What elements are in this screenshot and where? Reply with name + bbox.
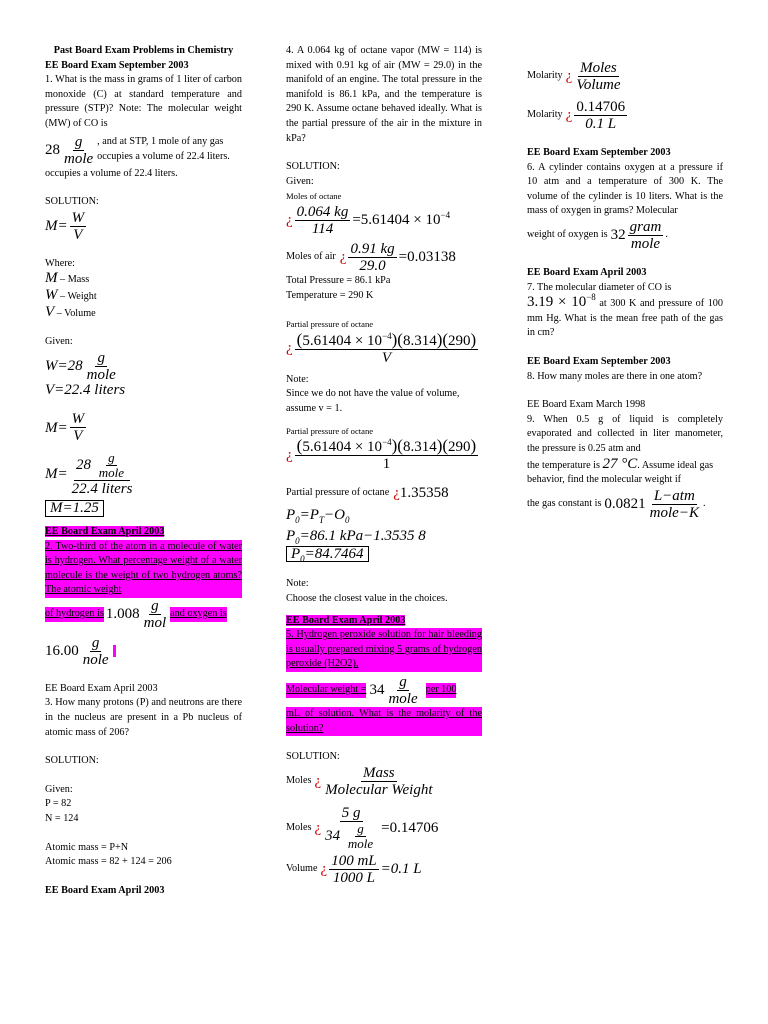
section-heading: EE Board Exam April 2003 xyxy=(45,884,165,896)
problem-9-constant: the gas constant is 0.0821 $\frac{\text{L−atm}}{\text{mole−K}}$ . xyxy=(527,487,706,521)
result-box: $P_0=84.7464$ xyxy=(286,546,369,563)
section-heading: EE Board Exam April 2003 xyxy=(45,525,165,537)
solution-label: SOLUTION: xyxy=(286,161,340,173)
molarity-calc: Molarity ¿ $\frac{0.14706}{0.1 L}$ xyxy=(527,99,626,132)
note-text: Since we do not have the value of volume, assume v = 1. xyxy=(286,388,460,414)
moles-calc: Moles ¿ 5 g 34 $\frac{g}{\text{mole}}$ =0.14706 xyxy=(286,804,439,851)
section-heading-plain: EE Board Exam March 1998 xyxy=(527,399,646,411)
given-volume: V=22.4 liters xyxy=(45,381,126,398)
equation-2: $P_0=86.1$ kPa−1.3535 8 xyxy=(286,528,426,547)
column-1 xyxy=(45,44,242,898)
problem-4-text: 4. A 0.064 kg of octane vapor (MW = 114) is mixed with 0.91 kg of air (MW = 29.0) in the manifold of an engine. The total pressure in the manifold is 86.1 kPa, and the temperature is 290 K. Assume octane behaved ideally. What is the partial pressure of the air in the mixture in kPa? xyxy=(286,45,482,144)
result-box: M=1.25 xyxy=(45,500,104,517)
section-heading: EE Board Exam September 2003 xyxy=(527,147,671,158)
problem-1-text-tail: occupies a volume of 22.4 liters. xyxy=(45,167,178,179)
given-neutrons: N = 124 xyxy=(45,813,79,825)
problem-2-text: 2. Two-third of the atom in a molecule of water is hydrogen. What percentage weight of a water molecule is the weight of two hydrogen atoms? The atomic weight xyxy=(45,540,242,598)
where-label: Where: xyxy=(45,257,75,269)
formula-m-w-v-2: M= $\frac{W}{V}$ xyxy=(45,411,85,445)
problem-9-temp: the temperature is 27 °C. Assume ideal gas behavior, find the molecular weight if xyxy=(527,455,714,486)
section-heading-plain: EE Board Exam April 2003 xyxy=(45,682,158,694)
where-weight: W – Weight xyxy=(45,286,97,303)
moles-formula: Moles ¿ $\frac{\text{Mass}}{\text{Molecular Weight}}$ xyxy=(286,764,433,798)
problem-2-oxygen: 16.00 $\frac{g}{\text{nole}}$ xyxy=(45,635,242,668)
problem-5-mw: Molecular weight = 34 $\frac{g}{\text{mole}}$ per 100 xyxy=(286,674,457,708)
section-heading: EE Board Exam September 2003 xyxy=(45,59,189,71)
given-weight: W=28 $\frac{g}{\text{mole}}$ xyxy=(45,349,116,383)
problem-8-text: 8. How many moles are there in one atom? xyxy=(527,370,703,382)
atomic-mass-result: Atomic mass = 82 + 124 = 206 xyxy=(45,856,172,868)
given-label: Given: xyxy=(45,336,73,348)
equation-1: $P_0=P_T-O_0$ xyxy=(286,506,350,525)
solution-label: SOLUTION: xyxy=(286,751,340,763)
note-text: Choose the closest value in the choices. xyxy=(286,593,448,605)
molarity-formula: Molarity ¿ $\frac{\text{Moles}}{\text{Volume}}$ xyxy=(527,60,621,93)
formula-m-w-v: M= $\frac{W}{V}$ xyxy=(45,209,85,243)
column-2 xyxy=(286,44,482,886)
note-label: Note: xyxy=(286,578,309,590)
partial-pressure-label: Partial pressure of octane xyxy=(286,425,374,436)
partial-pressure-result: Partial pressure of octane ¿ 1.35358 xyxy=(286,485,449,502)
volume-calc: Volume ¿ $\frac{100 mL}{1000 L}$ =0.1 L xyxy=(286,852,422,886)
fraction: $\frac{g}{\text{mole}}$ xyxy=(64,133,94,167)
problem-6-text: 6. A cylinder contains oxygen at a pressure if 10 atm and a temperature of 300 K. The volume of the cylinder is 10 liters. What is the mass of oxygen in grams? Molecular xyxy=(527,161,723,217)
moles-octane-label: Moles of octane xyxy=(286,191,342,202)
document-title: Past Board Exam Problems in Chemistry xyxy=(53,45,234,56)
problem-7-text: 7. The molecular diameter of CO is xyxy=(527,281,672,293)
moles-octane-eq: ¿ $\frac{0.064 kg}{114}$ $=5.61404 \times 10^{-4}$ xyxy=(286,203,451,237)
partial-pressure-eq-2: ¿ $\frac{(5.61404 \times 10^{-4})(8.314)(290)}{1}$ xyxy=(286,436,477,473)
note-label: Note: xyxy=(286,373,309,385)
section-heading: EE Board Exam September 2003 xyxy=(527,355,671,367)
where-mass: M – Mass xyxy=(45,270,90,287)
given-label: Given: xyxy=(45,783,73,795)
total-pressure: Total Pressure = 86.1 kPa xyxy=(286,274,391,286)
temperature: Temperature = 290 K xyxy=(286,289,374,301)
problem-1-text: 1. What is the mass in grams of 1 liter of carbon monoxide (C) at standard temperature and pressure (STP)? Note: The molecular weight (MW) of CO is xyxy=(45,74,242,129)
moles-air-eq: Moles of air ¿ $\frac{0.91 kg}{29.0}$ =0.03138 xyxy=(286,240,456,274)
problem-6-mw: weight of oxygen is 32 $\frac{\text{gram}}{\text{mole}}$ . xyxy=(527,218,668,252)
partial-pressure-label: Partial pressure of octane xyxy=(286,319,374,330)
column-3 xyxy=(527,60,723,521)
problem-2-hydrogen: of hydrogen is 1.008 $\frac{g}{\text{mol}}$ and oxygen is xyxy=(45,597,227,631)
section-heading: EE Board Exam April 2003 xyxy=(527,266,647,278)
problem-7-text-b: $3.19 \times 10^{-8}$ at 300 K and pressure of 100 mm Hg. What is the mean free path of the gas in cm? xyxy=(527,292,723,339)
problem-3-text: 3. How many protons (P) and neutrons are there in the nucleus are present in a Pb nucleus of atomic mass of 206? xyxy=(45,697,242,738)
partial-pressure-eq: ¿ $\frac{(5.61404 \times 10^{-4})(8.314)(290)}{V}$ xyxy=(286,329,477,366)
where-volume: V – Volume xyxy=(45,303,96,320)
problem-5-text: 5. Hydrogen peroxide solution for hair bleeding is usually prepared mixing 5 grams of hydrogen peroxide (H2O2), xyxy=(286,628,482,672)
given-protons: P = 82 xyxy=(45,798,72,810)
solution-label: SOLUTION: xyxy=(45,196,99,208)
formula-substituted: M= 28 $\frac{g}{\text{mole}}$ 22.4 liters xyxy=(45,450,133,498)
problem-5-text-tail: mL of solution. What is the molarity of the solution? xyxy=(286,707,482,736)
solution-label: SOLUTION: xyxy=(45,755,99,767)
atomic-mass-formula: Atomic mass = P+N xyxy=(45,841,129,853)
problem-9-text: 9. When 0.5 g of liquid is completely evaporated and collected in liter manometer, the pressure is 0.25 atm and xyxy=(527,413,723,454)
given-label: Given: xyxy=(286,175,314,187)
section-heading: EE Board Exam April 2003 xyxy=(286,614,406,626)
problem-1-mw: 28 $\frac{g}{\text{mole}}$ , and at STP, 1 mole of any gas occupies a volume of 22.4 liters. xyxy=(45,133,230,167)
